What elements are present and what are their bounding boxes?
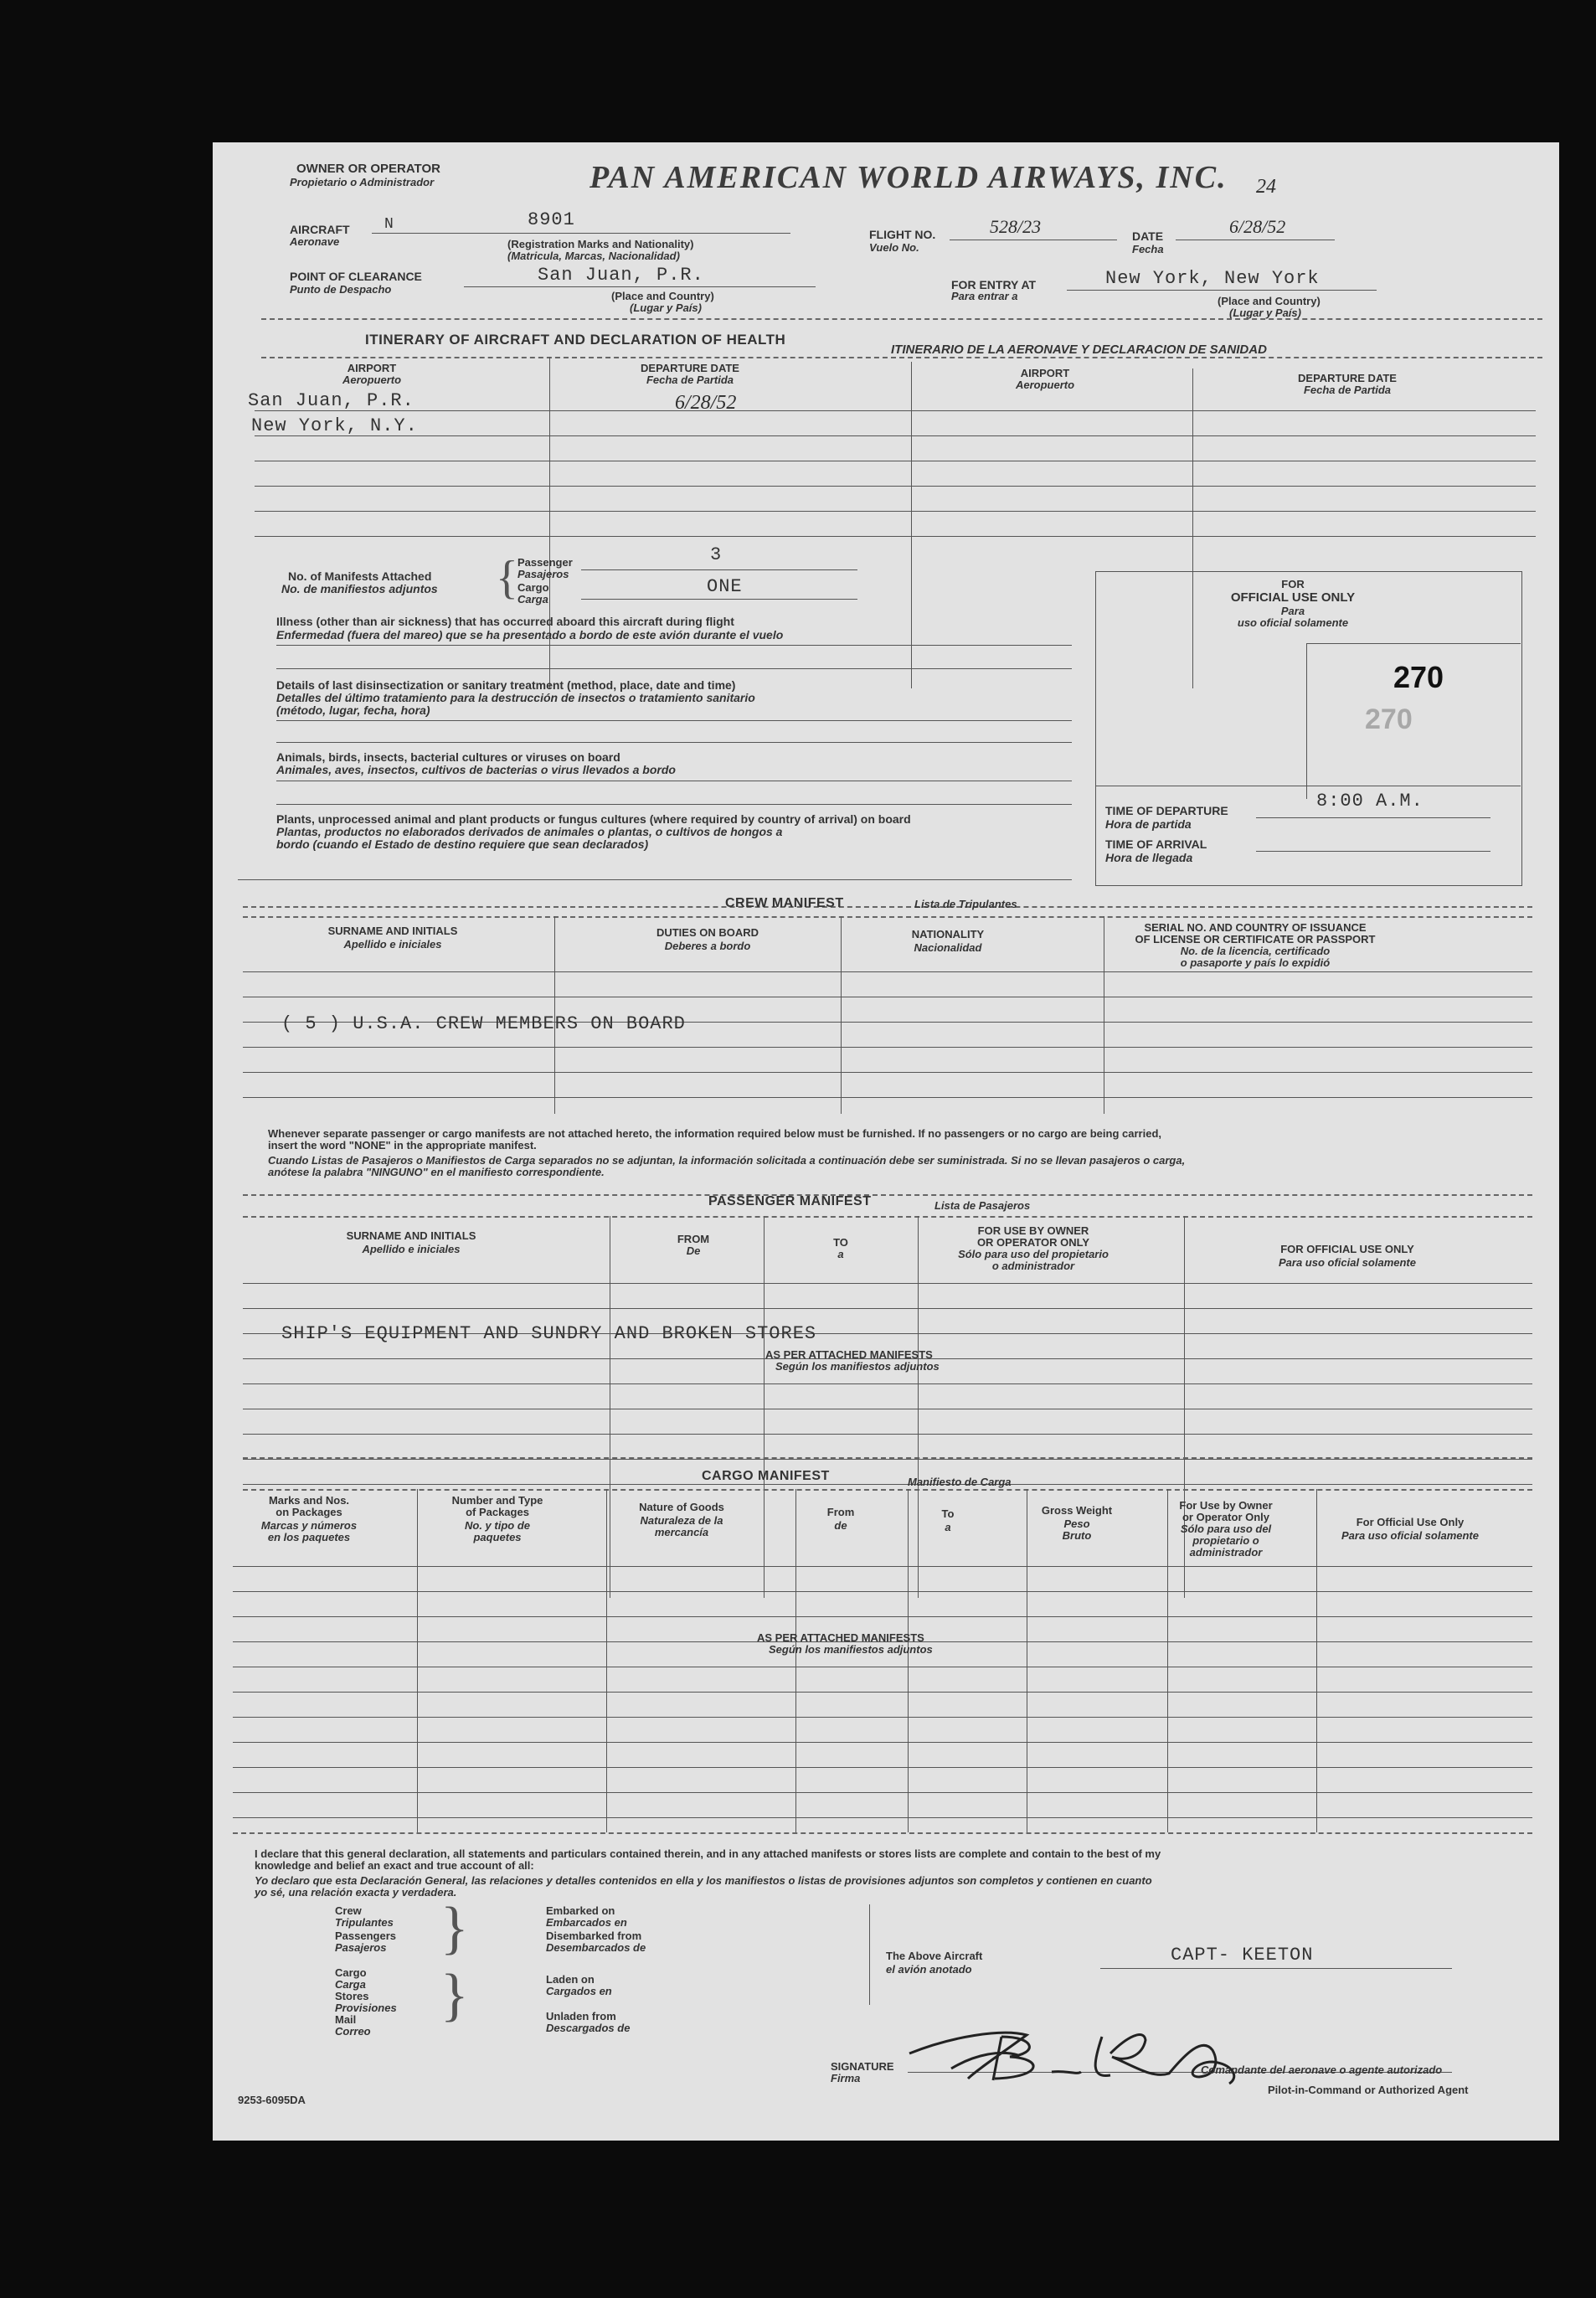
crew-entry: ( 5 ) U.S.A. CREW MEMBERS ON BOARD bbox=[281, 1013, 686, 1034]
cargo-heading: CARGO MANIFEST bbox=[702, 1469, 830, 1483]
crew-col-nationality: NATIONALITY bbox=[911, 928, 985, 940]
clearance-label: POINT OF CLEARANCE bbox=[290, 270, 422, 283]
passenger-heading: PASSENGER MANIFEST bbox=[708, 1194, 872, 1208]
decl-disembarked: Disembarked from bbox=[546, 1930, 642, 1942]
cargo-col-nature-es2: mercancía bbox=[654, 1526, 709, 1538]
plants-label-es: Plantas, productos no elaborados derivados de animales o plantas, o cultivos de hongos a bbox=[276, 825, 783, 838]
clearance-value: San Juan, P.R. bbox=[538, 265, 704, 286]
aircraft-sub-es: (Matricula, Marcas, Nacionalidad) bbox=[507, 250, 680, 262]
entry-label: FOR ENTRY AT bbox=[951, 278, 1037, 291]
departure-time-label-es: Hora de partida bbox=[1105, 817, 1192, 831]
cargo-col-owner: For Use by Owner bbox=[1179, 1499, 1273, 1512]
notice-en-2: insert the word "NONE" in the appropriate manifest. bbox=[268, 1139, 537, 1152]
cargo-label: Cargo bbox=[517, 581, 549, 594]
place-sub-2: (Place and Country) bbox=[1218, 295, 1321, 307]
declaration-en-2: knowledge and belief an exact and true account of all: bbox=[255, 1859, 534, 1872]
place-sub-es-2: (Lugar y País) bbox=[1229, 307, 1301, 319]
arrival-time-label: TIME OF ARRIVAL bbox=[1105, 837, 1207, 851]
itinerary-col-departure-es-2: Fecha de Partida bbox=[1303, 384, 1392, 396]
itinerary-col-departure-2: DEPARTURE DATE bbox=[1298, 372, 1397, 384]
plants-label: Plants, unprocessed animal and plant products or fungus cultures (where required by country of arrival) on board bbox=[276, 812, 911, 826]
passenger-label: Passenger bbox=[517, 556, 573, 569]
arrival-time-label-es: Hora de llegada bbox=[1105, 851, 1193, 864]
above-aircraft: The Above Aircraft bbox=[886, 1950, 983, 1962]
itinerary-departure-date: 6/28/52 bbox=[675, 392, 737, 414]
cargo-col-number-es2: paquetes bbox=[473, 1531, 522, 1543]
crew-col-duties-es: Deberes a bordo bbox=[664, 940, 751, 952]
passenger-attached-es: Según los manifiestos adjuntos bbox=[775, 1360, 940, 1373]
crew-col-serial: SERIAL NO. AND COUNTRY OF ISSUANCE bbox=[1144, 921, 1367, 934]
decl-embarked-es: Embarcados en bbox=[546, 1916, 627, 1929]
decl-cargo-es: Carga bbox=[335, 1978, 366, 1991]
cargo-col-owner-es3: administrador bbox=[1189, 1546, 1263, 1559]
decl-mail-es: Correo bbox=[335, 2025, 371, 2038]
aircraft-number: 8901 bbox=[528, 209, 575, 230]
passenger-heading-es: Lista de Pasajeros bbox=[934, 1199, 1031, 1212]
aircraft-label-es: Aeronave bbox=[290, 235, 340, 248]
aircraft-label: AIRCRAFT bbox=[290, 223, 350, 236]
passenger-manifest-count: 3 bbox=[710, 544, 723, 565]
cargo-col-owner-2: or Operator Only bbox=[1182, 1511, 1270, 1523]
agent-label: Pilot-in-Command or Authorized Agent bbox=[1268, 2084, 1469, 2096]
passenger-entry: SHIP'S EQUIPMENT AND SUNDRY AND BROKEN STORES bbox=[281, 1323, 817, 1344]
crew-heading-es: Lista de Tripulantes bbox=[914, 898, 1017, 910]
passenger-col-official-es: Para uso oficial solamente bbox=[1278, 1256, 1416, 1269]
clearance-label-es: Punto de Despacho bbox=[290, 283, 392, 296]
signature-label: SIGNATURE bbox=[831, 2060, 894, 2073]
departure-time-label: TIME OF DEPARTURE bbox=[1105, 804, 1228, 817]
owner-label-es: Propietario o Administrador bbox=[290, 176, 435, 188]
passenger-col-from-es: De bbox=[686, 1244, 701, 1257]
itinerary-col-departure-es: Fecha de Partida bbox=[646, 374, 734, 386]
animals-label: Animals, birds, insects, bacterial cultures or viruses on board bbox=[276, 750, 620, 764]
passenger-col-from: FROM bbox=[677, 1233, 710, 1245]
above-aircraft-es: el avión anotado bbox=[886, 1963, 972, 1976]
passenger-col-to: TO bbox=[833, 1236, 848, 1249]
animals-label-es: Animales, aves, insectos, cultivos de bacterias o virus llevados a bordo bbox=[276, 763, 676, 776]
itinerary-col-airport-2: AIRPORT bbox=[1020, 367, 1070, 379]
company-name: PAN AMERICAN WORLD AIRWAYS, INC. bbox=[589, 160, 1228, 195]
official-title: OFFICIAL USE ONLY bbox=[1230, 590, 1356, 605]
departure-time-value: 8:00 A.M. bbox=[1316, 791, 1424, 812]
cargo-col-marks: Marks and Nos. bbox=[268, 1494, 350, 1507]
crew-col-nationality-es: Nacionalidad bbox=[914, 941, 982, 954]
itinerary-col-airport: AIRPORT bbox=[347, 362, 397, 374]
decl-passengers-es: Pasajeros bbox=[335, 1941, 387, 1954]
crew-col-license: OF LICENSE OR CERTIFICATE OR PASSPORT bbox=[1135, 933, 1376, 945]
itinerary-col-departure: DEPARTURE DATE bbox=[641, 362, 739, 374]
entry-value: New York, New York bbox=[1105, 268, 1320, 289]
cargo-col-owner-es: Sólo para uso del bbox=[1180, 1523, 1272, 1535]
aircraft-sub: (Registration Marks and Nationality) bbox=[507, 238, 694, 250]
cargo-col-nature: Nature of Goods bbox=[639, 1501, 724, 1513]
official-stamp-number-faint: 270 bbox=[1365, 703, 1413, 735]
decl-stores-es: Provisiones bbox=[335, 2002, 397, 2014]
cargo-attached: AS PER ATTACHED MANIFESTS bbox=[757, 1631, 924, 1644]
cargo-col-to: To bbox=[941, 1507, 955, 1520]
notice-en-1: Whenever separate passenger or cargo manifests are not attached hereto, the information required below must be furnished. If no passengers or no cargo are being carried, bbox=[268, 1127, 1161, 1140]
cargo-col-owner-es2: propietario o bbox=[1192, 1534, 1259, 1547]
cargo-col-weight-es2: Bruto bbox=[1062, 1529, 1092, 1542]
cargo-col-weight-es: Peso bbox=[1063, 1517, 1090, 1530]
decl-embarked: Embarked on bbox=[546, 1904, 615, 1917]
decl-laden: Laden on bbox=[546, 1973, 595, 1986]
flight-label-es: Vuelo No. bbox=[869, 241, 919, 254]
cargo-col-number: Number and Type bbox=[451, 1494, 543, 1507]
cargo-col-number-2: of Packages bbox=[466, 1506, 529, 1518]
passenger-col-owner-es: Sólo para uso del propietario bbox=[958, 1248, 1109, 1260]
captain-name: CAPT- KEETON bbox=[1171, 1945, 1314, 1966]
plants-label-es2: bordo (cuando el Estado de destino requiere que sean declarados) bbox=[276, 837, 649, 851]
aircraft-prefix: N bbox=[384, 216, 394, 233]
date-value: 6/28/52 bbox=[1229, 216, 1286, 237]
flight-number: 528/23 bbox=[990, 216, 1042, 237]
cargo-attached-es: Según los manifiestos adjuntos bbox=[769, 1643, 933, 1656]
itinerary-col-airport-es-2: Aeropuerto bbox=[1015, 379, 1075, 391]
notice-es-2: anótese la palabra "NINGUNO" en el manifiesto correspondiente. bbox=[268, 1166, 605, 1178]
illness-label-es: Enfermedad (fuera del mareo) que se ha presentado a bordo de este avión durante el vuelo bbox=[276, 628, 784, 641]
disinsect-label-es: Detalles del último tratamiento para la destrucción de insectos o tratamiento sanitario bbox=[276, 691, 755, 704]
cargo-label-es: Carga bbox=[517, 593, 548, 605]
crew-heading: CREW MANIFEST bbox=[725, 896, 844, 910]
flight-label: FLIGHT NO. bbox=[869, 228, 936, 241]
itinerary-heading-es: ITINERARIO DE LA AERONAVE Y DECLARACION DE SANIDAD bbox=[891, 343, 1267, 357]
disinsect-label: Details of last disinsectization or sanitary treatment (method, place, date and time) bbox=[276, 678, 736, 692]
decl-unladen: Unladen from bbox=[546, 2010, 616, 2022]
itinerary-heading: ITINERARY OF AIRCRAFT AND DECLARATION OF HEALTH bbox=[365, 332, 786, 348]
decl-mail: Mail bbox=[335, 2013, 357, 2026]
crew-col-passport-es: o pasaporte y país lo expidió bbox=[1180, 956, 1331, 969]
decl-passengers: Passengers bbox=[335, 1930, 396, 1942]
agent-label-es: Comandante del aeronave o agente autorizado bbox=[1201, 2064, 1443, 2076]
illness-label: Illness (other than air sickness) that has occurred aboard this aircraft during flight bbox=[276, 615, 734, 628]
declaration-es-2: yo sé, una relación exacta y verdadera. bbox=[255, 1886, 457, 1899]
decl-crew: Crew bbox=[335, 1904, 362, 1917]
passenger-col-official: FOR OFFICIAL USE ONLY bbox=[1280, 1243, 1414, 1255]
cargo-col-from: From bbox=[826, 1506, 855, 1518]
place-sub-es: (Lugar y País) bbox=[630, 301, 702, 314]
cargo-col-marks-es: Marcas y números bbox=[260, 1519, 358, 1532]
decl-disembarked-es: Desembarcados de bbox=[546, 1941, 646, 1954]
notice-es-1: Cuando Listas de Pasajeros o Manifiestos de Carga separados no se adjuntan, la información solicitada a continuación debe ser suministrada. Si no se llevan pasajeros o carga, bbox=[268, 1154, 1186, 1167]
cargo-manifest-count: ONE bbox=[707, 576, 743, 597]
cargo-col-from-es: de bbox=[834, 1519, 847, 1532]
date-label-es: Fecha bbox=[1132, 243, 1164, 255]
decl-crew-es: Tripulantes bbox=[335, 1916, 394, 1929]
crew-col-surname: SURNAME AND INITIALS bbox=[327, 925, 458, 937]
cargo-col-official-es: Para uso oficial solamente bbox=[1341, 1529, 1479, 1542]
itinerary-airport-1: San Juan, P.R. bbox=[248, 390, 414, 411]
manifests-label: No. of Manifests Attached bbox=[288, 569, 432, 583]
passenger-col-owner-es2: o administrador bbox=[991, 1260, 1075, 1272]
place-sub: (Place and Country) bbox=[611, 290, 714, 302]
decl-laden-es: Cargados en bbox=[546, 1985, 612, 1997]
cargo-col-marks-es2: en los paquetes bbox=[267, 1531, 351, 1543]
itinerary-col-airport-es: Aeropuerto bbox=[342, 374, 402, 386]
declaration-en-1: I declare that this general declaration, all statements and particulars contained therein, and in any attached manifests or stores lists are complete and contain to the best of my bbox=[255, 1847, 1161, 1860]
passenger-label-es: Pasajeros bbox=[517, 568, 569, 580]
official-for: FOR bbox=[1281, 578, 1305, 590]
date-label: DATE bbox=[1132, 229, 1164, 243]
signature-label-es: Firma bbox=[831, 2072, 861, 2084]
crew-col-duties: DUTIES ON BOARD bbox=[656, 926, 759, 939]
disinsect-label-es2: (método, lugar, fecha, hora) bbox=[276, 703, 430, 717]
passenger-col-owner: FOR USE BY OWNER bbox=[977, 1224, 1089, 1237]
official-sub-es: uso oficial solamente bbox=[1237, 616, 1349, 629]
declaration-form: OWNER OR OPERATOR Propietario o Administrador PAN AMERICAN WORLD AIRWAYS, INC. 24 AIRCRAFT Aeronave N 8901 (Registration Marks and Nationality) (Matricula, Marcas, Nacionalidad) FLIGHT NO. Vuelo No. 528/23 DATE Fecha 6/28/52 POINT OF CLEARANCE Punto de Despacho San Juan, P.R. (Place and Country) (Lugar y País) FOR ENTRY AT Para entrar a New York, New York (Place and Country) (Lugar y País) ITINERARY OF AIRCRAFT AND DECLARATION OF HEALTH ITINERARIO DE LA AERONAVE Y DECLARACION DE SANIDAD AIRPORT Aeropuerto DEPARTURE DATE Fecha de Partida AIRPORT Aeropuerto DEPARTURE DATE Fecha de Partida San Juan, P.R. New York, N.Y. 6/28/52 No. of Manifests Attached No. de manifiestos adjuntos { Passenger Pasajeros Cargo Carga 3 ONE Illness (other than air sickness) that has occurred aboard this aircraft during flight Enfermedad (fuera del mareo) que se ha presentado a bordo de este avión durante el vuelo Details of last disinsectization or sanitary treatment (method, place, date and time) Detalles del último tratamiento para la destrucción de insectos o tratamiento sanitario (método, lugar, fecha, hora) Animals, birds, insects, bacterial cultures or viruses on board Animales, aves, insectos, cultivos de bacterias o virus llevados a bordo Plants, unprocessed animal and plant products or fungus cultures (where required by country of arrival) on board Plantas, productos no elaborados derivados de animales o plantas, o cultivos de hongos a bordo (cuando el Estado de destino requiere que sean declarados) FOR OFFICIAL USE ONLY Para uso oficial solamente 270 270 TIME OF DEPARTURE Hora de partida 8:00 A.M. TIME OF ARRIVAL Hora de llegada CREW MANIFEST Lista de Tripulantes SURNAME AND INITIALS Apellido e iniciales DUTIES ON BOARD Deberes a bordo NATIONALITY Nacionalidad SERIAL NO. AND COUNTRY OF ISSUANCE OF LICENSE OR CERTIFICATE OR PASSPORT No. de la licencia, certificado o pasaporte y país lo expidió ( 5 ) U.S.A. CREW MEMBERS ON BOARD Whenever separate passenger or cargo manifests are not attached hereto, the information required below must be furnished. If no passengers or no cargo are being carried, insert the word "NONE" in the appropriate manifest. Cuando Listas de Pasajeros o Manifiestos de Carga separados no se adjuntan, la información solicitada a continuación debe ser suministrada. Si no se llevan pasajeros o carga, anótese la palabra "NINGUNO" en el manifiesto correspondiente. PASSENGER MANIFEST Lista de Pasajeros SURNAME AND INITIALS Apellido e iniciales FROM De TO a FOR USE BY OWNER OR OPERATOR ONLY Sólo para uso del propietario o administrador FOR OFFICIAL USE ONLY Para uso oficial solamente SHIP'S EQUIPMENT AND SUNDRY AND BROKEN STORES AS PER ATTACHED MANIFESTS Según los manifiestos adjuntos CARGO MANIFEST Manifiesto de Carga Marks and Nos. on Packages Marcas y números en los paquetes Number and Type of Packages No. y tipo de paquetes Nature of Goods Naturaleza de la mercancía From de To a Gross Weight Peso Bruto For Use by Owner or Operator Only Sólo para uso del propietario o administrador For Official Use Only Para uso oficial solamente AS PER ATTACHED MANIFESTS Según los manifiestos adjuntos I declare that this general declaration, all statements and particulars contained therein, and in any attached manifests or stores lists are complete and contain to the best of my knowledge and belief an exact and true account of all: Yo declaro que esta Declaración General, las relaciones y detalles contenidos en ella y los manifiestos o listas de provisiones adjuntos son completos y contienen en cuanto yo sé, una relación exacta y verdadera. Crew Tripulantes Passengers Pasajeros } Embarked on Embarcados en Disembarked from Desembarcados de Cargo Carga Stores Provisiones Mail Correo } Laden on Cargados en Unladen from Descargados de The Above Aircraft el avión anotado CAPT- KEETON SIGNATURE Firma Comandante del aeronave o agente autorizado Pilot-in-Command or Authorized Agent 9253-6095DA bbox=[213, 142, 1559, 2141]
decl-unladen-es: Descargados de bbox=[546, 2022, 631, 2034]
form-number: 9253-6095DA bbox=[238, 2094, 306, 2106]
crew-col-license-es: No. de la licencia, certificado bbox=[1180, 945, 1331, 957]
official-para: Para bbox=[1280, 605, 1305, 617]
cargo-col-marks-2: on Packages bbox=[275, 1506, 342, 1518]
cargo-col-nature-es: Naturaleza de la bbox=[640, 1514, 723, 1527]
cargo-col-weight: Gross Weight bbox=[1041, 1504, 1113, 1517]
crew-col-surname-es: Apellido e iniciales bbox=[343, 938, 442, 951]
declaration-es-1: Yo declaro que esta Declaración General, las relaciones y detalles contenidos en ella y los manifiestos o listas de provisiones adjuntos son completos y contienen en cuanto bbox=[255, 1874, 1152, 1887]
owner-label: OWNER OR OPERATOR bbox=[296, 162, 440, 176]
cargo-heading-es: Manifiesto de Carga bbox=[908, 1476, 1012, 1488]
passenger-col-to-es: a bbox=[837, 1248, 844, 1260]
decl-cargo: Cargo bbox=[335, 1966, 367, 1979]
passenger-attached: AS PER ATTACHED MANIFESTS bbox=[765, 1348, 933, 1361]
entry-label-es: Para entrar a bbox=[951, 290, 1018, 302]
page-number: 24 bbox=[1256, 176, 1276, 198]
cargo-col-to-es: a bbox=[945, 1521, 951, 1533]
decl-stores: Stores bbox=[335, 1990, 369, 2002]
cargo-col-number-es: No. y tipo de bbox=[465, 1519, 530, 1532]
official-stamp-number: 270 bbox=[1393, 660, 1444, 694]
cargo-col-official: For Official Use Only bbox=[1356, 1516, 1465, 1528]
itinerary-airport-2: New York, N.Y. bbox=[251, 415, 418, 436]
passenger-col-surname: SURNAME AND INITIALS bbox=[346, 1229, 476, 1242]
passenger-col-surname-es: Apellido e iniciales bbox=[362, 1243, 461, 1255]
passenger-col-owner-2: OR OPERATOR ONLY bbox=[976, 1236, 1090, 1249]
manifests-label-es: No. de manifiestos adjuntos bbox=[281, 582, 438, 595]
